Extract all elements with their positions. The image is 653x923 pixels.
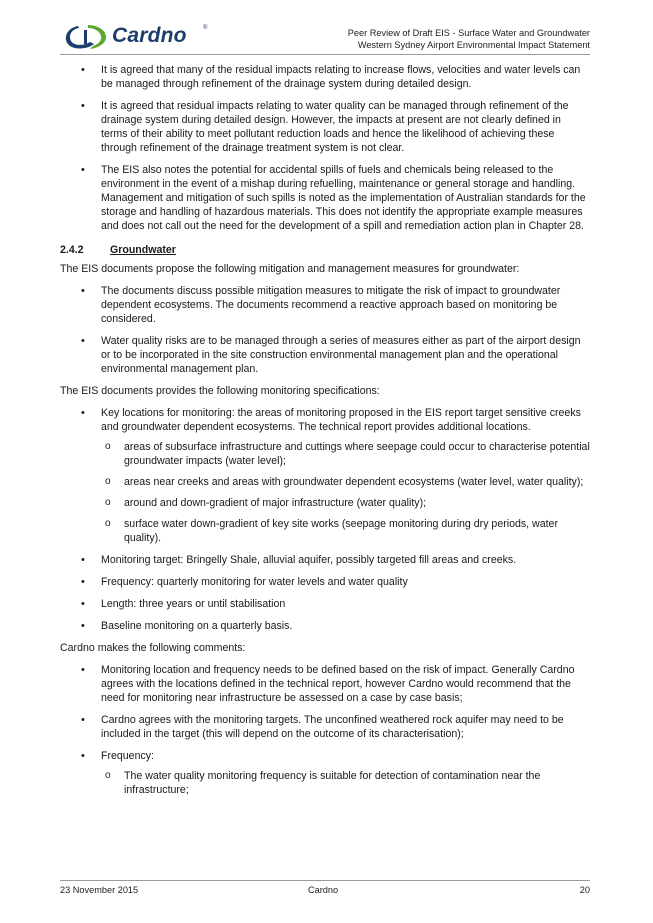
list-item (60, 749, 590, 797)
monitoring-sub-list (101, 440, 590, 545)
sub-list-item: o areas of subsurface infrastructure and cuttings where seepage could occur to characterise potential groundwater impacts (water level); (101, 440, 590, 468)
list-item: • Monitoring location and frequency needs to be defined based on the risk of impact. Generally Cardno agrees with the locations defined in the technical report, however Cardno would recommend that the need for monitoring near infrastructure be assessed on a case by case basis; (60, 663, 590, 705)
key-locations-text: Key locations for monitoring: the areas of monitoring proposed in the EIS report target sensitive creeks and groundwater dependent ecosystems. The technical report provides additional locations. (101, 407, 581, 433)
document-title-line1: Peer Review of Draft EIS - Surface Water and Groundwater (347, 28, 590, 38)
measures-bullet-list (60, 284, 590, 376)
list-item: • Frequency: quarterly monitoring for water levels and water quality (60, 575, 590, 589)
page-header (0, 0, 653, 60)
cardno-swoosh-icon (60, 22, 110, 52)
page-body (60, 63, 590, 805)
sub-list-item: o areas near creeks and areas with groundwater dependent ecosystems (water level, water quality); (101, 475, 590, 489)
section-heading (60, 243, 590, 257)
list-item (60, 406, 590, 545)
sub-list-item: o around and down-gradient of major infrastructure (water quality); (101, 496, 590, 510)
monitoring-bullet-list (60, 406, 590, 633)
list-item: • It is agreed that many of the residual impacts relating to increase flows, velocities and water levels can be managed through refinement of the drainage system during detailed design. (60, 63, 590, 91)
list-item: • Length: three years or until stabilisation (60, 597, 590, 611)
comments-sub-list (101, 769, 590, 797)
list-item: • The documents discuss possible mitigation measures to mitigate the risk of impact to groundwater dependent ecosystems. The documents recommend a reactive approach based on monitoring be considered. (60, 284, 590, 326)
document-title (348, 27, 590, 51)
section-title: Groundwater (110, 244, 176, 256)
list-item: • Baseline monitoring on a quarterly basis. (60, 619, 590, 633)
document-title-line2: Western Sydney Airport Environmental Impact Statement (357, 40, 590, 50)
list-item: • Water quality risks are to be managed through a series of measures either as part of the airport design or to be incorporated in the site construction environmental management plan and the operational environmental management plan. (60, 334, 590, 376)
comments-bullet-list (60, 663, 590, 797)
list-item: • It is agreed that residual impacts relating to water quality can be managed through refinement of the drainage system during detailed design. However, the impacts at present are not clearly defined in terms of their ability to meet pollutant reduction loads and hence the likelihood of achieving these through refinement of the drainage treatment system is not clear. (60, 99, 590, 155)
paragraph-comments: Cardno makes the following comments: (60, 642, 246, 654)
header-divider (60, 54, 590, 55)
registered-mark: ® (203, 25, 208, 31)
list-item: • Cardno agrees with the monitoring targets. The unconfined weathered rock aquifer may need to be included in the target (this will depend on the outcome of its characterisation); (60, 713, 590, 741)
list-item: • The EIS also notes the potential for accidental spills of fuels and chemicals being released to the environment in the event of a mishap during refuelling, maintenance or general storage and handling. Management and mitigation of such spills is noted as the implementation of Australian standards for the storage and handling of hazardous materials. This does not identify the appropriate example measures and does not call out the need for the development of a spill and remediation action plan in Chapter 28. (60, 163, 590, 233)
cardno-logo (60, 22, 210, 52)
sub-list-item: o surface water down-gradient of key site works (seepage monitoring during dry periods, water quality). (101, 517, 590, 545)
frequency-label: Frequency: (101, 750, 154, 762)
paragraph-measures: The EIS documents propose the following mitigation and management measures for groundwater: (60, 263, 520, 275)
footer-divider (60, 880, 590, 881)
logo-wordmark: Cardno (112, 24, 187, 47)
list-item: • Monitoring target: Bringelly Shale, alluvial aquifer, possibly targeted fill areas and creeks. (60, 553, 590, 567)
footer-company: Cardno (308, 885, 339, 895)
paragraph-monitoring: The EIS documents provides the following monitoring specifications: (60, 385, 380, 397)
section-number: 2.4.2 (60, 244, 84, 256)
sub-list-item: o The water quality monitoring frequency is suitable for detection of contamination near the infrastructure; (101, 769, 590, 797)
footer-date: 23 November 2015 (60, 885, 139, 895)
intro-bullet-list (60, 63, 590, 233)
page-number: 20 (579, 885, 590, 895)
